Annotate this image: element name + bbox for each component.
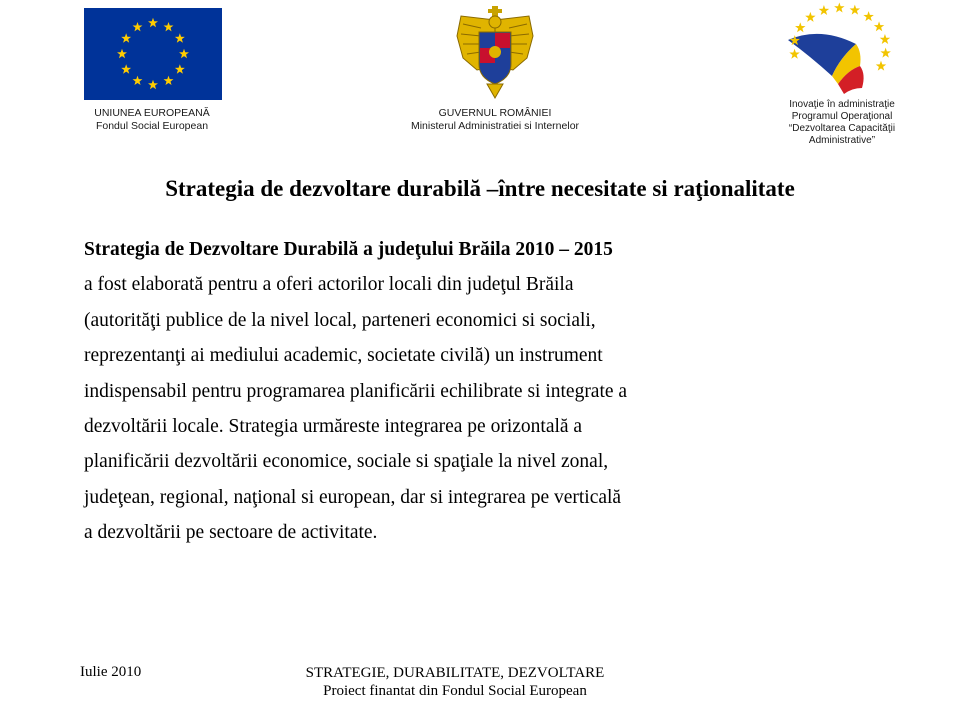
footer-project-line2: Proiect finantat din Fondul Social European — [323, 683, 587, 699]
programme-caption-line3: “Dezvoltarea Capacităţii — [788, 123, 896, 134]
programme-caption — [752, 99, 932, 147]
body-line: reprezentanţi ai mediului academic, societate civilă) un instrument — [84, 345, 603, 367]
programme-caption-line1: Inovaţie în administraţie — [789, 99, 895, 110]
eu-caption-line1: UNIUNEA EUROPEANĂ — [94, 107, 210, 119]
footer-project — [255, 664, 655, 700]
government-caption — [380, 107, 610, 133]
footer-date: Iulie 2010 — [80, 664, 142, 680]
body-text — [84, 232, 884, 551]
body-line: indispensabil pentru programarea planificării echilibrate si integrate a — [84, 380, 628, 402]
footer-project-line1: STRATEGIE, DURABILITATE, DEZVOLTARE — [305, 665, 605, 681]
eu-caption — [62, 107, 242, 133]
body-line: planificării dezvoltării economice, sociale si spaţiale la nivel zonal, — [84, 451, 609, 473]
programme-caption-line4: Administrative” — [808, 135, 876, 146]
body-line: (autorităţi publice de la nivel local, parteneri economici si sociali, — [84, 309, 596, 331]
body-line: judeţean, regional, naţional si european, dar si integrarea pe verticală — [84, 486, 622, 508]
page-title: Strategia de dezvoltare durabilă –între necesitate si raţionalitate — [165, 176, 795, 201]
star-circle-flag-icon — [770, 0, 910, 96]
eu-caption-line2: Fondul Social European — [95, 120, 209, 132]
romanian-coat-of-arms-icon — [453, 6, 537, 100]
eu-flag-icon — [84, 8, 222, 100]
government-caption-line2: Ministerul Administratiei si Internelor — [410, 120, 580, 132]
body-line: a dezvoltării pe sectoare de activitate. — [84, 522, 378, 544]
body-line-heading: Strategia de Dezvoltare Durabilă a judeţului Brăila 2010 – 2015 — [84, 239, 613, 260]
body-line: dezvoltării locale. Strategia urmăreste integrarea pe orizontală a — [84, 415, 583, 437]
government-caption-line1: GUVERNUL ROMÂNIEI — [438, 107, 552, 119]
programme-caption-line2: Programul Operaţional — [791, 111, 893, 122]
body-line: a fost elaborată pentru a oferi actorilor locali din judeţul Brăila — [84, 274, 574, 296]
